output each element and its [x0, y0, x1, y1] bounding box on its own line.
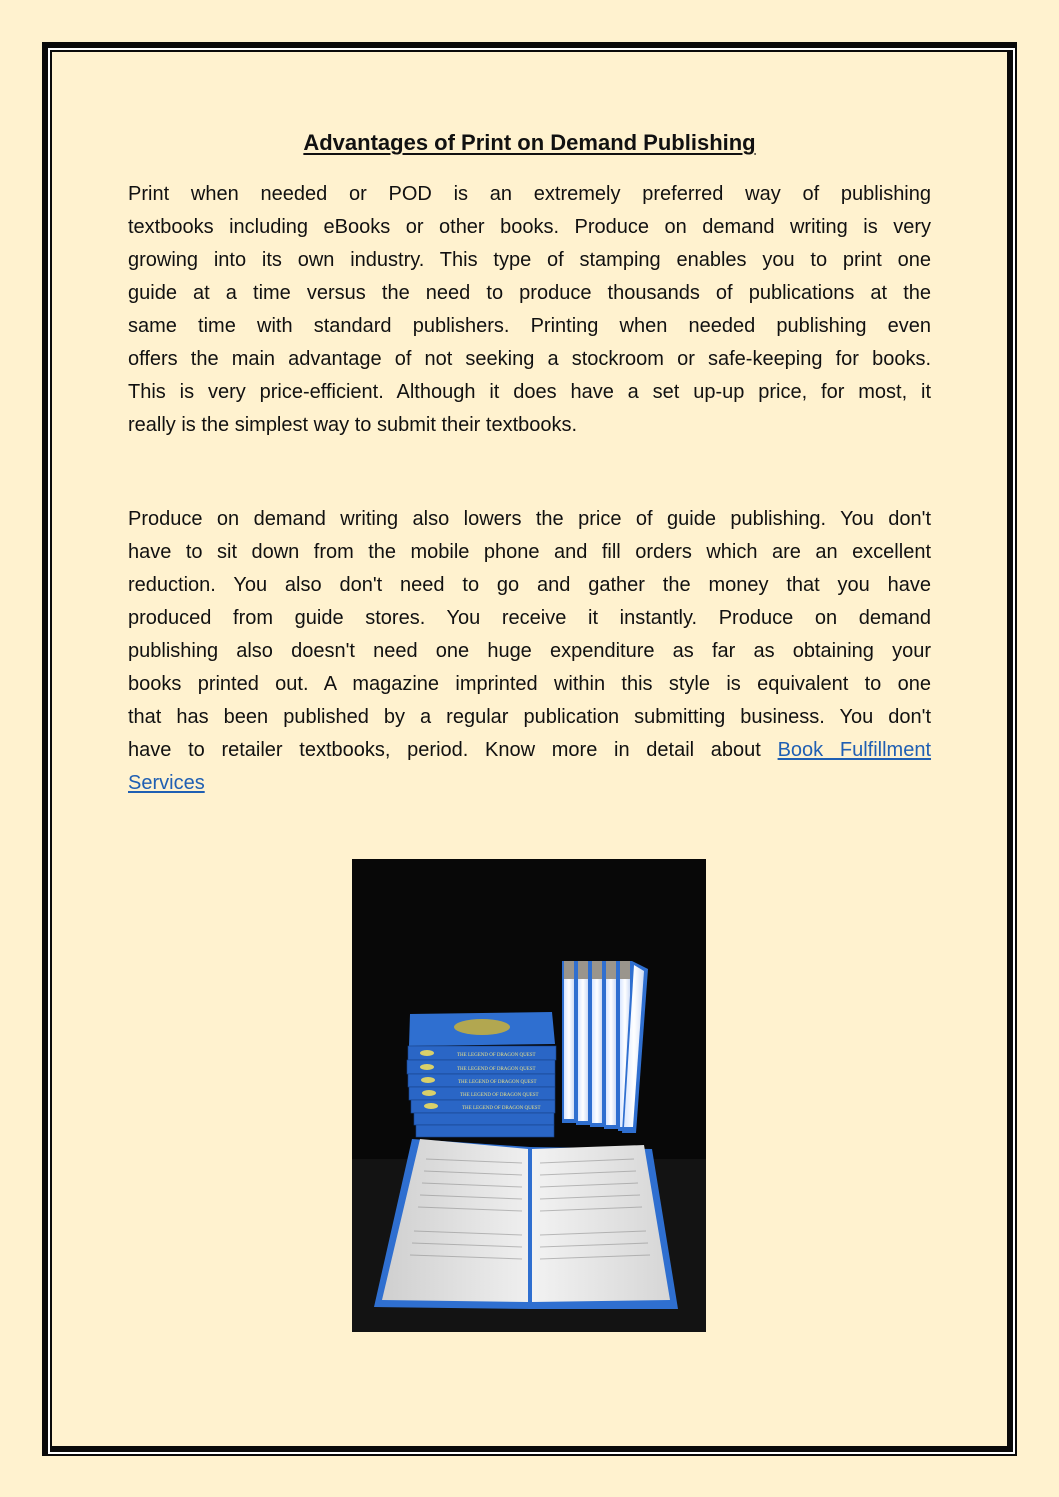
paragraph-2: [128, 503, 931, 800]
paragraph-line: publishing also doesn't need one huge expenditure as far as obtaining your: [128, 640, 931, 662]
books-photo: [352, 859, 706, 1332]
paragraph-line: have to sit down from the mobile phone and fill orders which are an excellent: [128, 541, 931, 563]
paragraph-line: Print when needed or POD is an extremely preferred way of publishing: [128, 183, 931, 205]
paragraph-line: guide at a time versus the need to produce thousands of publications at the: [128, 282, 931, 304]
paragraph-line-with-link: [128, 734, 931, 767]
upright-books: [562, 961, 648, 1133]
page-title: Advantages of Print on Demand Publishing: [303, 130, 756, 155]
paragraph-line: reduction. You also don't need to go and gather the money that you have: [128, 574, 931, 596]
paragraph-line: offers the main advantage of not seeking a stockroom or safe-keeping for books.: [128, 348, 931, 370]
paragraph-line: textbooks including eBooks or other books. Produce on demand writing is very: [128, 216, 931, 238]
paragraph-text: have to retailer textbooks, period. Know more in detail about: [128, 739, 778, 761]
books-illustration: [352, 859, 706, 1332]
spine-title: THE LEGEND OF DRAGON QUEST: [458, 1080, 537, 1085]
book-fulfillment-link[interactable]: Book Fulfillment: [777, 739, 932, 761]
paragraph-line: This is very price-efficient. Although it does have a set up-up price, for most, it: [128, 381, 931, 403]
spine-title: THE LEGEND OF DRAGON QUEST: [462, 1106, 541, 1111]
paragraph-1: [128, 178, 931, 442]
book-fulfillment-link-continued[interactable]: Services: [128, 772, 205, 794]
paragraph-line: really is the simplest way to submit their textbooks.: [128, 414, 578, 436]
paragraph-line: growing into its own industry. This type of stamping enables you to print one: [128, 249, 931, 271]
spine-title: THE LEGEND OF DRAGON QUEST: [457, 1053, 536, 1058]
paragraph-line: produced from guide stores. You receive it instantly. Produce on demand: [128, 607, 931, 629]
paragraph-line: Produce on demand writing also lowers the price of guide publishing. You don't: [128, 508, 931, 530]
stacked-books: [407, 1012, 556, 1137]
paragraph-line: that has been published by a regular publication submitting business. You don't: [128, 706, 931, 728]
spine-title: THE LEGEND OF DRAGON QUEST: [460, 1093, 539, 1098]
paragraph-line: [128, 767, 931, 800]
paragraph-line: same time with standard publishers. Printing when needed publishing even: [128, 315, 931, 337]
spine-title: THE LEGEND OF DRAGON QUEST: [457, 1067, 536, 1072]
open-book: [374, 1139, 678, 1309]
paragraph-line: books printed out. A magazine imprinted within this style is equivalent to one: [128, 673, 931, 695]
